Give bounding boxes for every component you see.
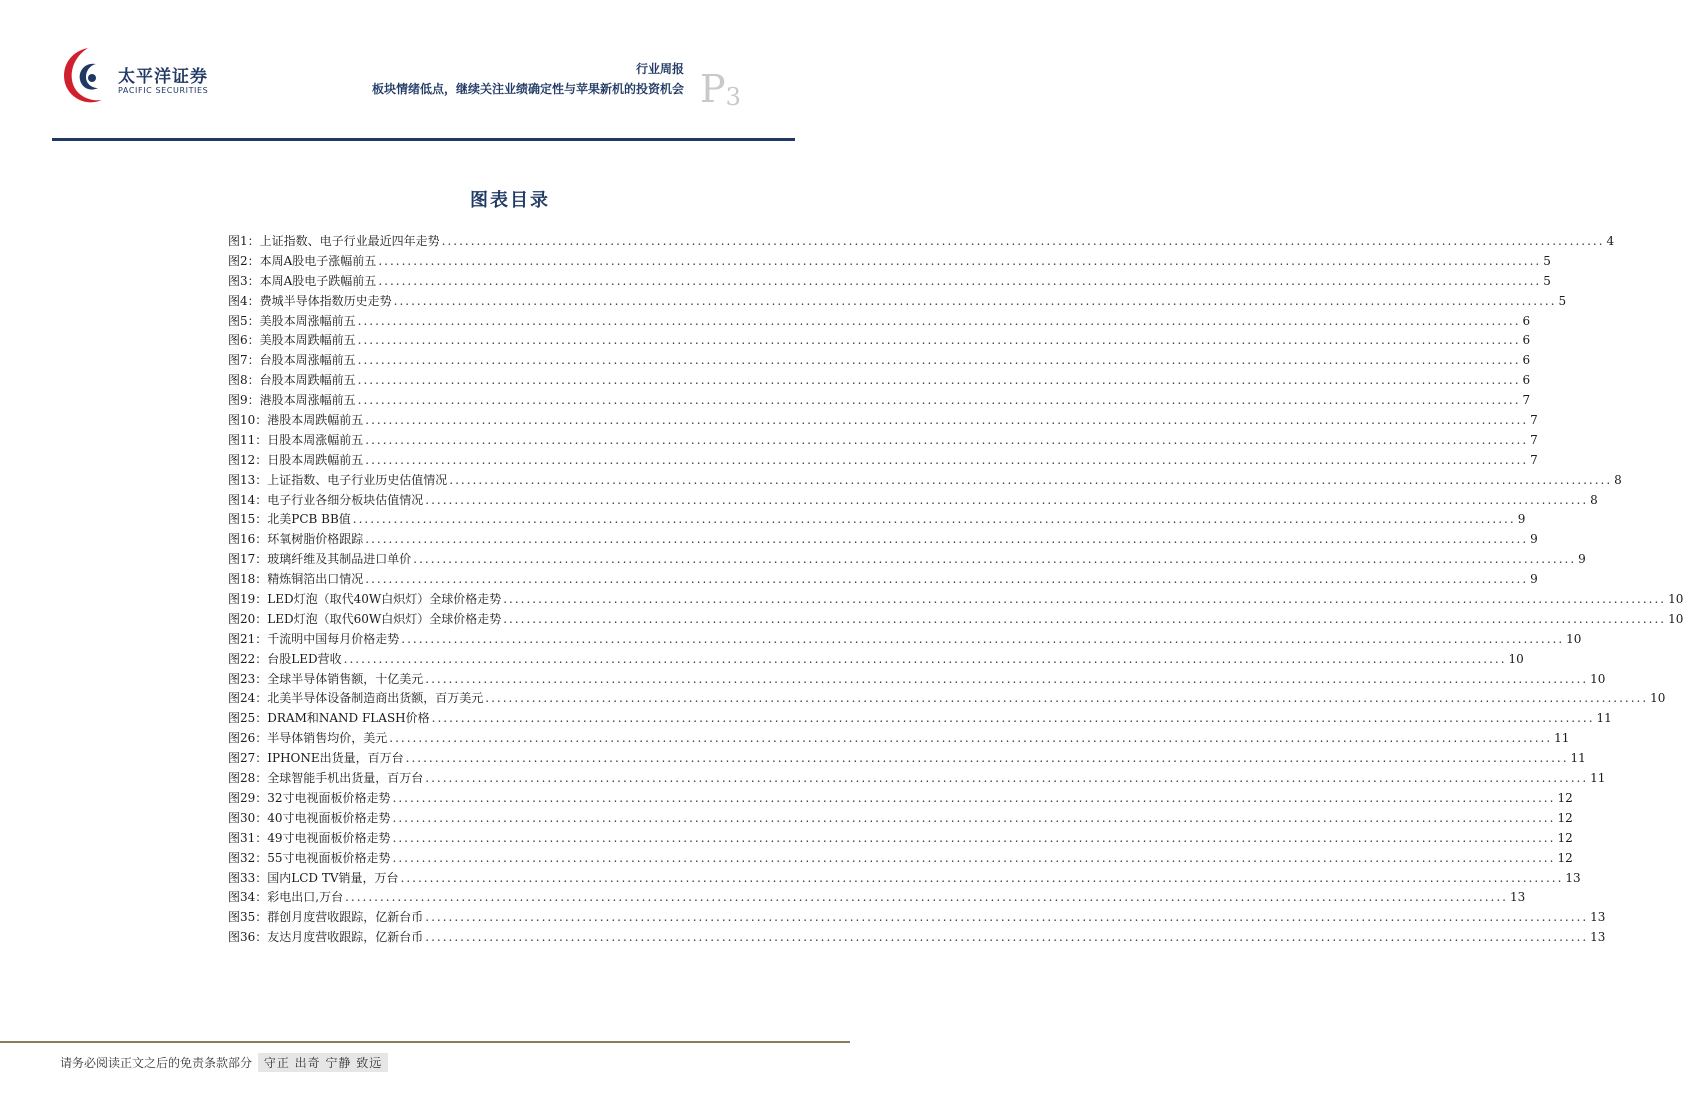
toc-item-label: 图17：玻璃纤维及其制品进口单价: [228, 552, 412, 567]
toc-leader-dots: ........................................................................................................................................................................................................: [357, 333, 1521, 348]
toc-item-page: 7: [1530, 452, 1538, 467]
toc-item-label: 图36：友达月度营收跟踪，亿新台币: [228, 930, 424, 945]
toc-item-page: 10: [1590, 671, 1606, 686]
toc-item[interactable]: [228, 391, 1531, 411]
toc-item[interactable]: [228, 729, 1570, 749]
toc-item-page: 5: [1558, 293, 1567, 308]
toc-leader-dots: ........................................................................................................................................................................................................: [352, 512, 1516, 527]
toc-item-label: 图8：台股本周跌幅前五: [228, 373, 356, 388]
toc-item-page: 9: [1530, 532, 1538, 547]
toc-item[interactable]: [228, 451, 1538, 471]
toc-item-page: 13: [1565, 870, 1581, 885]
toc-item[interactable]: [228, 510, 1526, 530]
toc-item-page: 10: [1668, 592, 1683, 607]
toc-item-page: 8: [1614, 472, 1622, 487]
toc-item-label: 图22：台股LED营收: [228, 651, 342, 666]
toc-item[interactable]: [228, 709, 1612, 729]
toc-item-label: 图31：49寸电视面板价格走势: [228, 830, 391, 845]
toc-item-label: 图24：北美半导体设备制造商出货额，百万美元: [228, 691, 484, 706]
toc-item-label: 图35：群创月度营收跟踪，亿新台币: [228, 910, 424, 925]
toc-item-page: 13: [1590, 930, 1606, 945]
footer-disclaimer: 请务必阅读正文之后的免责条款部分: [60, 1056, 253, 1070]
toc-item[interactable]: [228, 252, 1551, 272]
toc-item-page: 4: [1606, 234, 1615, 248]
toc-item-page: 6: [1522, 353, 1531, 368]
toc-item-label: 图30：40寸电视面板价格走势: [228, 810, 391, 825]
toc-item-label: 图2：本周A股电子涨幅前五: [228, 253, 377, 268]
toc-item-label: 图27：IPHONE出货量，百万台: [228, 751, 404, 766]
toc-item[interactable]: [228, 312, 1531, 332]
toc-leader-dots: ........................................................................................................................................................................................................: [425, 492, 1589, 507]
toc-leader-dots: ........................................................................................................................................................................................................: [425, 671, 1589, 686]
toc-item[interactable]: [228, 471, 1622, 491]
toc-item-label: 图13：上证指数、电子行业历史估值情况: [228, 472, 448, 487]
toc-item-page: 9: [1517, 512, 1526, 527]
toc-item[interactable]: [228, 331, 1531, 351]
toc-item-page: 12: [1557, 850, 1573, 865]
toc-leader-dots: ........................................................................................................................................................................................................: [365, 532, 1529, 547]
toc-item-label: 图26：半导体销售均价，美元: [228, 731, 388, 746]
toc-item[interactable]: [228, 431, 1538, 451]
toc-leader-dots: ........................................................................................................................................................................................................: [357, 373, 1521, 388]
toc-item-label: 图28：全球智能手机出货量，百万台: [228, 771, 424, 786]
toc-item[interactable]: [228, 590, 1683, 610]
toc-item[interactable]: [228, 888, 1526, 908]
toc-item-page: 11: [1596, 711, 1612, 726]
toc-item[interactable]: [228, 630, 1582, 650]
toc-item-label: 图7：台股本周涨幅前五: [228, 353, 356, 368]
toc-item-label: 图15：北美PCB BB值: [228, 512, 351, 527]
toc-leader-dots: ........................................................................................................................................................................................................: [392, 850, 1556, 865]
toc-leader-dots: ........................................................................................................................................................................................................: [365, 432, 1529, 447]
toc-item-label: 图21：千流明中国每月价格走势: [228, 631, 400, 646]
toc-item-label: 图1：上证指数、电子行业最近四年走势: [228, 234, 440, 248]
brand-name-cn: 太平洋证券: [118, 67, 208, 87]
toc-leader-dots: ........................................................................................................................................................................................................: [405, 751, 1569, 766]
toc-leader-dots: ........................................................................................................................................................................................................: [400, 870, 1564, 885]
toc-item-page: 12: [1557, 810, 1573, 825]
toc-item-page: 5: [1543, 253, 1551, 268]
toc-item[interactable]: [228, 371, 1531, 391]
toc-item-label: 图4：费城半导体指数历史走势: [228, 293, 392, 308]
toc-item[interactable]: [228, 928, 1606, 948]
toc-leader-dots: ........................................................................................................................................................................................................: [345, 890, 1508, 905]
toc-item-page: 7: [1522, 393, 1531, 408]
toc-item-page: 12: [1557, 830, 1573, 845]
toc-leader-dots: ........................................................................................................................................................................................................: [431, 711, 1595, 726]
toc-item-page: 10: [1650, 691, 1666, 706]
toc-item-label: 图20：LED灯泡（取代60W白炽灯）全球价格走势: [228, 611, 502, 626]
company-logo: [58, 44, 238, 108]
toc-leader-dots: ........................................................................................................................................................................................................: [378, 253, 1542, 268]
toc-item-page: 13: [1509, 890, 1526, 905]
toc-item-page: 11: [1590, 771, 1606, 786]
toc-item[interactable]: [228, 610, 1683, 630]
footer-motto: 守正 出奇 宁静 致远: [258, 1053, 388, 1072]
footer: [60, 1053, 388, 1072]
toc-leader-dots: ........................................................................................................................................................................................................: [365, 413, 1529, 428]
toc-leader-dots: ........................................................................................................................................................................................................: [392, 810, 1556, 825]
toc-leader-dots: ........................................................................................................................................................................................................: [393, 293, 1557, 308]
toc-leader-dots: ........................................................................................................................................................................................................: [357, 353, 1521, 368]
toc-item[interactable]: [228, 272, 1551, 292]
toc-item-page: 10: [1566, 631, 1582, 646]
toc-leader-dots: ........................................................................................................................................................................................................: [378, 273, 1542, 288]
toc-leader-dots: ........................................................................................................................................................................................................: [425, 771, 1589, 786]
toc-item[interactable]: [228, 829, 1573, 849]
page-number: [700, 67, 741, 111]
toc-item-page: 8: [1590, 492, 1598, 507]
toc-item[interactable]: [228, 491, 1598, 511]
toc-list: [228, 232, 1683, 948]
page-letter: P: [700, 67, 726, 111]
toc-item[interactable]: [228, 769, 1606, 789]
toc-item-label: 图9：港股本周涨幅前五: [228, 393, 356, 408]
report-title: 板块情绪低点，继续关注业绩确定性与苹果新机的投资机会: [371, 82, 684, 96]
toc-leader-dots: ........................................................................................................................................................................................................: [357, 393, 1521, 408]
toc-item[interactable]: [228, 550, 1586, 570]
toc-item-label: 图10：港股本周跌幅前五: [228, 413, 364, 428]
toc-item[interactable]: [228, 908, 1606, 928]
toc-item-label: 图5：美股本周涨幅前五: [228, 313, 356, 328]
toc-item-page: 11: [1554, 731, 1570, 746]
toc-item-label: 图16：环氧树脂价格跟踪: [228, 532, 364, 547]
toc-item[interactable]: [228, 789, 1573, 809]
toc-item-label: 图12：日股本周跌幅前五: [228, 452, 364, 467]
toc-leader-dots: ........................................................................................................................................................................................................: [365, 572, 1529, 587]
toc-leader-dots: ........................................................................................................................................................................................................: [401, 631, 1565, 646]
toc-leader-dots: ........................................................................................................................................................................................................: [392, 790, 1556, 805]
toc-item-label: 图11：日股本周涨幅前五: [228, 432, 364, 447]
toc-leader-dots: ........................................................................................................................................................................................................: [449, 472, 1613, 487]
toc-leader-dots: ........................................................................................................................................................................................................: [425, 930, 1589, 945]
toc-item-label: 图6：美股本周跌幅前五: [228, 333, 356, 348]
toc-item[interactable]: [228, 849, 1573, 869]
toc-item[interactable]: [228, 689, 1666, 709]
toc-item[interactable]: [228, 570, 1538, 590]
brand-name-en: PACIFIC SECURITIES: [118, 86, 209, 95]
toc-item-label: 图23：全球半导体销售额，十亿美元: [228, 671, 424, 686]
toc-leader-dots: ........................................................................................................................................................................................................: [365, 452, 1529, 467]
toc-item[interactable]: [228, 292, 1567, 312]
toc-leader-dots: ........................................................................................................................................................................................................: [392, 830, 1556, 845]
toc-item-page: 7: [1530, 432, 1538, 447]
toc-item[interactable]: [228, 411, 1538, 431]
toc-item[interactable]: [228, 749, 1586, 769]
toc-leader-dots: ........................................................................................................................................................................................................: [343, 651, 1507, 666]
toc-leader-dots: ........................................................................................................................................................................................................: [485, 691, 1649, 706]
toc-item-page: 9: [1578, 552, 1586, 567]
toc-leader-dots: ........................................................................................................................................................................................................: [441, 234, 1605, 248]
toc-item[interactable]: [228, 809, 1573, 829]
toc-item[interactable]: [228, 530, 1538, 550]
toc-item-label: 图33：国内LCD TV销量，万台: [228, 870, 399, 885]
header-divider: [52, 138, 795, 141]
toc-leader-dots: ........................................................................................................................................................................................................: [389, 731, 1553, 746]
report-type: 行业周报: [635, 62, 684, 76]
toc-item[interactable]: [228, 232, 1615, 252]
toc-item-page: 6: [1522, 373, 1531, 388]
footer-divider: [0, 1041, 850, 1043]
toc-item-page: 5: [1543, 273, 1551, 288]
toc-leader-dots: ........................................................................................................................................................................................................: [357, 313, 1521, 328]
toc-item-page: 12: [1557, 790, 1573, 805]
toc-item[interactable]: [228, 650, 1524, 670]
toc-item-label: 图34：彩电出口,万台: [228, 890, 344, 905]
toc-item[interactable]: [228, 670, 1606, 690]
toc-item-label: 图3：本周A股电子跌幅前五: [228, 273, 377, 288]
pacific-securities-logo-icon: [58, 44, 114, 108]
toc-item-page: 9: [1530, 572, 1538, 587]
toc-heading: 图表目录: [470, 190, 550, 211]
toc-leader-dots: ........................................................................................................................................................................................................: [503, 611, 1667, 626]
toc-item-label: 图19：LED灯泡（取代40W白炽灯）全球价格走势: [228, 592, 502, 607]
toc-item[interactable]: [228, 351, 1531, 371]
toc-item-label: 图14：电子行业各细分板块估值情况: [228, 492, 424, 507]
toc-leader-dots: ........................................................................................................................................................................................................: [413, 552, 1577, 567]
toc-item-page: 10: [1508, 651, 1524, 666]
toc-item-label: 图18：精炼铜箔出口情况: [228, 572, 364, 587]
toc-item-page: 6: [1522, 333, 1531, 348]
toc-item-page: 13: [1590, 910, 1606, 925]
toc-item[interactable]: [228, 869, 1581, 889]
toc-item-page: 10: [1668, 611, 1683, 626]
toc-item-label: 图29：32寸电视面板价格走势: [228, 790, 391, 805]
toc-leader-dots: ........................................................................................................................................................................................................: [503, 592, 1667, 607]
toc-item-label: 图32：55寸电视面板价格走势: [228, 850, 391, 865]
page-number-value: 3: [725, 83, 741, 111]
toc-leader-dots: ........................................................................................................................................................................................................: [425, 910, 1589, 925]
toc-item-page: 11: [1570, 751, 1586, 766]
toc-item-page: 6: [1522, 313, 1531, 328]
toc-item-label: 图25：DRAM和NAND FLASH价格: [228, 711, 430, 726]
toc-item-page: 7: [1530, 413, 1538, 428]
